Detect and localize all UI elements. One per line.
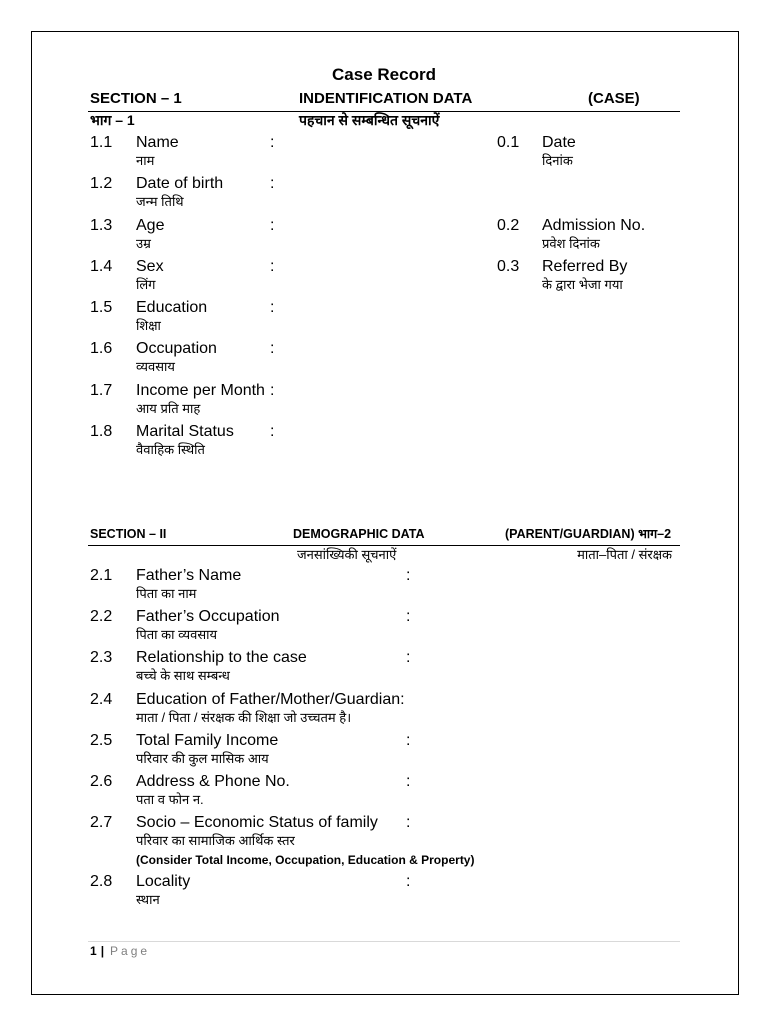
section-2-field-list [88,567,680,914]
field-number: 1.8 [90,423,113,441]
field-label: Father’s Name [136,567,242,584]
field-colon: : [406,731,411,749]
field-colon: : [406,649,411,667]
field-label: Name [136,134,179,151]
field-label: Date [542,134,576,151]
field-row-fathers-occupation [88,608,680,649]
field-colon: : [270,381,275,399]
section-2-title: DEMOGRAPHIC DATA [293,527,425,541]
field-label-hindi: के द्वारा भेजा गया [542,276,623,292]
field-label-hindi: पिता का व्यवसाय [136,627,218,643]
section-1-heading-hindi: भाग – 1 [90,112,135,128]
field-label: Locality [136,873,191,891]
field-label: Father’s Occupation [136,608,280,626]
field-colon: : [406,772,411,790]
field-colon: : [270,299,275,317]
field-colon: : [406,873,411,891]
section-1-tag: (CASE) [588,90,640,107]
section-2-title-hindi: जनसांख्यिकी सूचनाऐं [297,547,397,562]
field-number: 2.4 [90,690,113,708]
field-row-income-per-month [88,382,680,423]
field-colon: : [406,567,411,584]
field-number: 1.5 [90,299,113,317]
field-number: 1.7 [90,381,113,399]
field-label: Admission No. [542,216,646,234]
field-label-hindi: लिंग [136,276,156,292]
field-colon: : [406,608,411,626]
section-1-title-hindi: पहचान से सम्बन्धित सूचनाऐं [299,112,440,128]
field-number: 2.2 [90,608,113,626]
page-number: 1 [90,944,97,958]
field-number: 1.2 [90,175,113,193]
document-title: Case Record [332,65,436,84]
field-label: Marital Status [136,423,234,441]
field-label-hindi: प्रवेश दिनांक [542,235,600,251]
field-number: 1.1 [90,134,113,151]
field-note: (Consider Total Income, Occupation, Education & Property) [136,853,475,868]
field-number: 2.3 [90,649,113,667]
field-row-address-phone [88,773,680,814]
field-row-relationship [88,649,680,690]
field-label: Education [136,299,208,317]
field-label-hindi: नाम [136,153,155,168]
footer-rule [88,941,680,942]
section-2-tag-hindi: माता–पिता / संरक्षक [577,547,672,562]
field-number: 1.6 [90,340,113,358]
field-number: 2.1 [90,567,113,584]
field-row-referred-by [497,258,680,294]
section-2-tag: (PARENT/GUARDIAN) भाग–2 [505,527,672,541]
field-number: 0.1 [497,134,520,151]
field-label: Socio – Economic Status of family [136,814,378,832]
section-1-heading: SECTION – 1 [90,90,182,107]
field-number: 1.3 [90,216,113,234]
field-label-hindi: पिता का नाम [136,586,197,601]
field-label-hindi: वैवाहिक स्थिति [136,442,205,458]
field-label: Occupation [136,340,217,358]
field-colon: : [270,175,275,193]
field-label-hindi: व्यवसाय [136,359,175,375]
field-label-hindi: परिवार की कुल मासिक आय [136,750,269,766]
field-label-hindi: दिनांक [542,153,573,168]
field-row-marital-status [88,423,680,464]
field-row-date [497,134,680,170]
field-label: Referred By [542,257,628,275]
field-number: 2.6 [90,772,113,790]
field-label-hindi: उम्र [136,235,151,251]
field-label-hindi: पता व फोन न. [136,791,204,807]
field-label-hindi: शिक्षा [136,318,161,334]
field-row-fathers-name [88,567,680,608]
field-number: 0.2 [497,216,520,234]
field-label-hindi: स्थान [136,892,160,908]
page-footer [90,944,150,958]
field-label: Total Family Income [136,731,279,749]
field-colon: : [270,423,275,441]
page-label: Page [110,944,151,958]
field-label-hindi: आय प्रति माह [136,400,201,416]
field-row-date-of-birth [88,175,680,216]
field-colon: : [406,814,411,832]
field-label-hindi: परिवार का सामाजिक आर्थिक स्तर [136,833,295,849]
section-1-field-list [88,134,680,464]
field-label: Education of Father/Mother/Guardian: [136,690,405,708]
field-label: Sex [136,257,164,275]
field-row-admission-no [497,217,680,253]
section-2-rule [88,545,680,546]
field-row-education [88,299,680,340]
field-colon: : [270,216,275,234]
field-row-family-income [88,732,680,773]
field-label: Address & Phone No. [136,772,290,790]
field-number: 1.4 [90,257,113,275]
section-2-heading: SECTION – II [90,527,167,541]
field-colon: : [270,257,275,275]
field-number: 2.5 [90,731,113,749]
field-label: Date of birth [136,175,224,193]
page-number-separator: | [100,944,105,958]
field-label: Relationship to the case [136,649,307,667]
field-row-socio-economic-status [88,814,680,873]
field-row-locality [88,873,680,914]
field-row-parent-education [88,691,680,732]
field-number: 2.8 [90,873,113,891]
field-number: 0.3 [497,257,520,275]
field-row-occupation [88,340,680,381]
field-label-hindi: बच्चे के साथ सम्बन्ध [136,668,230,684]
field-colon: : [270,134,275,151]
field-label-hindi: माता / पिता / संरक्षक की शिक्षा जो उच्चतम है। [136,709,352,725]
field-colon: : [270,340,275,358]
section-1-title: INDENTIFICATION DATA [299,90,473,107]
field-label-hindi: जन्म तिथि [136,194,184,210]
field-label: Income per Month [136,381,265,399]
field-number: 2.7 [90,814,113,832]
field-label: Age [136,216,165,234]
